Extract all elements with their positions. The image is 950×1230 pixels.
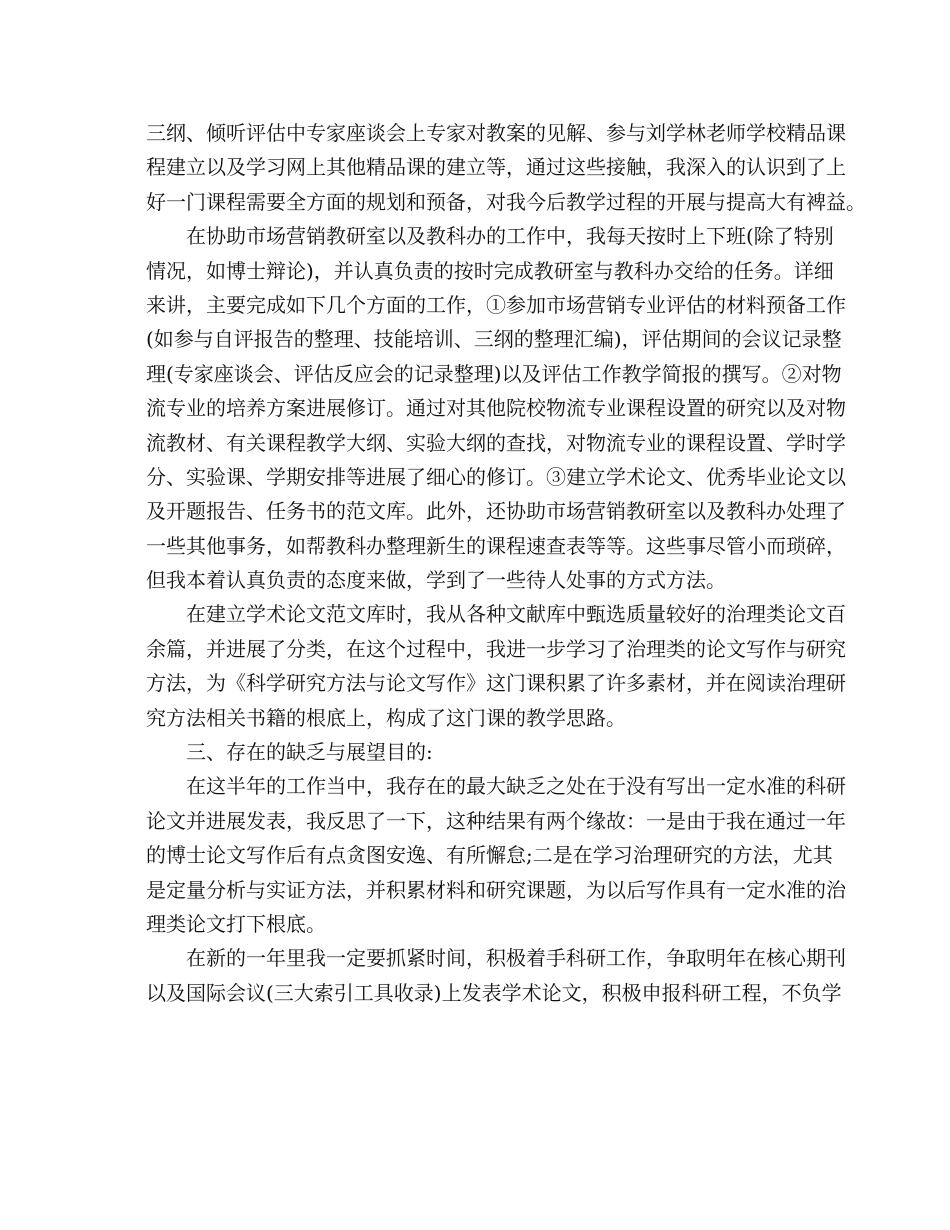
paragraph-line: 及开题报告、任务书的范文库。此外，还协助市场营销教研室以及教科办处理了 — [146, 499, 846, 524]
paragraph-line: 好一门课程需要全方面的规划和预备，对我今后教学过程的开展与提高大有裨益。 — [146, 189, 866, 214]
paragraph-line: 在建立学术论文范文库时，我从各种文献库中甄选质量较好的治理类论文百 — [186, 602, 846, 627]
paragraph-line: 理(专家座谈会、评估反应会的记录整理)以及评估工作教学简报的撰写。②对物 — [146, 361, 842, 386]
paragraph-line: 流专业的培养方案进展修订。通过对其他院校物流专业课程设置的研究以及对物 — [146, 396, 846, 421]
paragraph-line: 分、实验课、学期安排等进展了细心的修订。③建立学术论文、优秀毕业论文以 — [146, 464, 846, 489]
document-body — [146, 116, 866, 1010]
paragraph-line: 论文并进展发表，我反思了一下，这种结果有两个缘故：一是由于我在通过一年 — [146, 808, 846, 833]
paragraph-line: 一些其他事务，如帮教科办整理新生的课程速查表等等。这些事尽管小而琐碎， — [146, 533, 846, 558]
paragraph-line: 方法，为《科学研究方法与论文写作》这门课积累了许多素材，并在阅读治理研 — [146, 671, 846, 696]
paragraph-line: 情况，如博士辩论)，并认真负责的按时完成教研室与教科办交给的任务。详细 — [146, 258, 834, 283]
paragraph-line: 理类论文打下根底。 — [146, 911, 326, 936]
section-heading: 三、存在的缺乏与展望目的: — [186, 740, 433, 765]
paragraph-line: 在协助市场营销教研室以及教科办的工作中，我每天按时上下班(除了特别 — [186, 224, 834, 249]
paragraph-line: 来讲，主要完成如下几个方面的工作，①参加市场营销专业评估的材料预备工作 — [146, 292, 846, 317]
paragraph-line: 究方法相关书籍的根底上，构成了这门课的教学思路。 — [146, 705, 626, 730]
paragraph-line: 程建立以及学习网上其他精品课的建立等，通过这些接触，我深入的认识到了上 — [146, 155, 846, 180]
paragraph-line: 余篇，并进展了分类，在这个过程中，我进一步学习了治理类的论文写作与研究 — [146, 636, 846, 661]
paragraph-line: 三纲、倾听评估中专家座谈会上专家对教案的见解、参与刘学林老师学校精品课 — [146, 121, 846, 145]
paragraph-line: 是定量分析与实证方法，并积累材料和研究课题，为以后写作具有一定水准的治 — [146, 877, 846, 902]
paragraph-line: 在这半年的工作当中，我存在的最大缺乏之处在于没有写出一定水准的科研 — [186, 774, 846, 799]
paragraph-line: (如参与自评报告的整理、技能培训、三纲的整理汇编)，评估期间的会议记录整 — [146, 327, 842, 352]
paragraph-line: 流教材、有关课程教学大纲、实验大纲的查找，对物流专业的课程设置、学时学 — [146, 430, 846, 455]
paragraph-line: 的博士论文写作后有点贪图安逸、有所懈怠;二是在学习治理研究的方法，尤其 — [146, 843, 833, 868]
paragraph-line: 在新的一年里我一定要抓紧时间，积极着手科研工作，争取明年在核心期刊 — [186, 946, 846, 971]
paragraph-line: 但我本着认真负责的态度来做，学到了一些待人处事的方式方法。 — [146, 568, 726, 593]
paragraph-line: 以及国际会议(三大索引工具收录)上发表学术论文，积极申报科研工程，不负学 — [146, 980, 842, 1005]
